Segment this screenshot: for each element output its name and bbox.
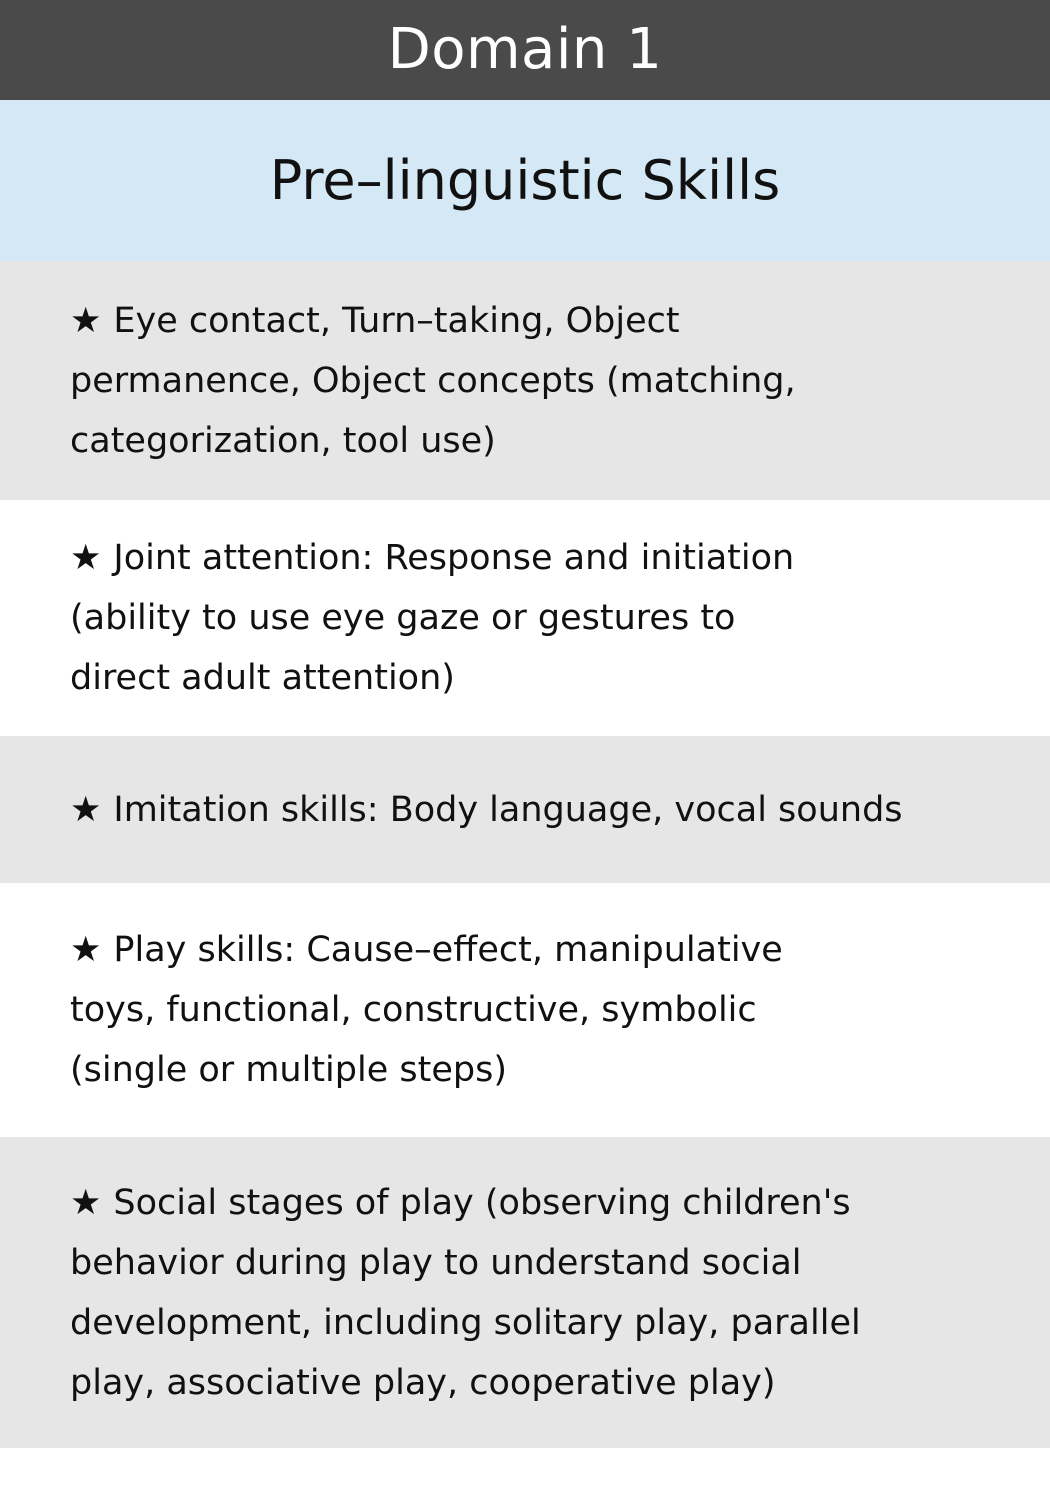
star-icon: ★ <box>70 300 102 341</box>
skill-item-label: Joint attention: Response and initiation (ability to use eye gaze or gestures to direct adult attention) <box>70 538 795 698</box>
star-icon: ★ <box>70 789 102 830</box>
star-icon: ★ <box>70 930 102 970</box>
domain-title: Domain 1 <box>387 17 663 82</box>
skill-item-play-skills <box>0 883 1050 1137</box>
star-icon: ★ <box>70 1182 102 1223</box>
skill-item-label: Social stages of play (observing children's behavior during play to understand social development, including solitary play, parallel play, associative play, cooperative play) <box>70 1182 861 1403</box>
skill-item-label: Play skills: Cause–effect, manipulative toys, functional, constructive, symbolic (single or multiple steps) <box>70 930 783 1090</box>
skill-item-text <box>70 920 783 1100</box>
skill-item-text <box>70 528 794 708</box>
domain-header <box>0 0 1050 100</box>
section-header <box>0 100 1050 261</box>
skill-item-text <box>70 291 796 471</box>
section-title: Pre–linguistic Skills <box>269 148 781 212</box>
skill-item-label: Eye contact, Turn–taking, Object permanence, Object concepts (matching, categorization, tool use) <box>70 300 796 461</box>
skill-item-label: Imitation skills: Body language, vocal sounds <box>113 789 903 830</box>
skill-item-eye-contact <box>0 261 1050 500</box>
skill-item-social-stages <box>0 1137 1050 1448</box>
star-icon: ★ <box>70 538 102 578</box>
skill-item-joint-attention <box>0 500 1050 736</box>
skill-item-text <box>70 1173 861 1413</box>
skill-item-text <box>70 780 903 840</box>
skill-item-imitation <box>0 736 1050 883</box>
